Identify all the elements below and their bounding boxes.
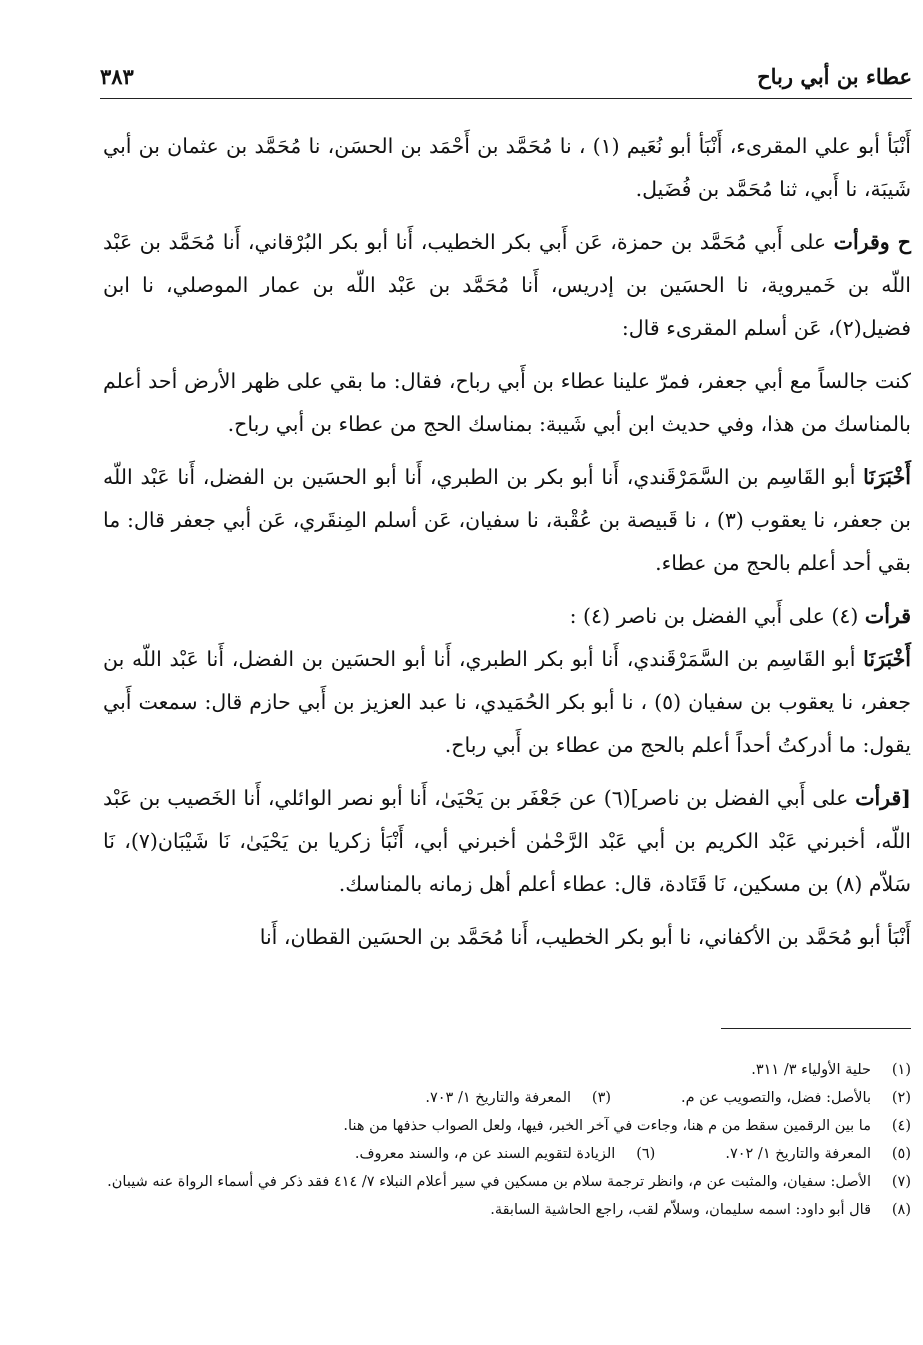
header-title: عطاء بن أبي رباح [757, 64, 912, 89]
footnote-number: (٤) [891, 1118, 911, 1134]
footnote-number: (٨) [891, 1202, 911, 1218]
paragraph: كنت جالساً مع أبي جعفر، فمرّ علينا عطاء بن أَبي رباح، فقال: ما بقي على ظهر الأرض أحد أعلم بالمناسك من هذا، وفي حديث ابن أبي شَيبة: بمناسك الحج من عطاء بن أبي رباح. [103, 369, 911, 436]
footnote-number: (٣) [591, 1090, 612, 1106]
paragraph: قرأت (٤) على أَبي الفضل بن ناصر (٤) : [569, 604, 911, 628]
paragraph-lead: [قرأت [855, 786, 911, 810]
paragraph: ح وقرأت على أَبي مُحَمَّد بن حمزة، عَن أَبي بكر الخطيب، أَنا أبو بكر البُرْقاني، أَنا مُحَمَّد بن عَبْد اللّه بن خَميروية، نا الحسَين بن إدريس، أَنا مُحَمَّد بن عَبْد اللّه بن عمار الموصلي، نا ابن فضيل(٢)، عَن أسلم المقرىء قال: [103, 230, 912, 340]
footnote-divider [721, 1028, 911, 1029]
footnote-text: الأصل: سفيان، والمثبت عن م، وانظر ترجمة سلام بن مسكين في سير أعلام النبلاء ٧/ ٤١٤ فقد ذكر في أسماء الرواة عنه شيبان. [107, 1174, 871, 1190]
footnote [103, 1168, 911, 1196]
footnote-number: (١) [891, 1062, 911, 1078]
paragraph-lead: أَخْبَرَنَا [863, 647, 911, 671]
paragraph: [قرأت على أَبي الفضل بن ناصر](٦) عن جَعْفَر بن يَحْيَىٰ، أَنا أبو نصر الوائلي، أَنا الخَصيب بن عَبْد اللّه، أخبرني عَبْد الكريم بن أبي عَبْد الرَّحْمٰن أخبرني أبي، أَنْبَأ زكريا بن يَحْيَىٰ، نَا شَيْبَان(٧)، نَا سَلاّم (٨) بن مسكين، نَا قَتَادة، قال: عطاء أعلم أهل زمانه بالمناسك. [103, 786, 911, 896]
footnote-text: المعرفة والتاريخ ١/ ٧٠٢. [725, 1146, 871, 1162]
footnote-text: ما بين الرقمين سقط من م هنا، وجاءت في آخر الخبر، فيها، ولعل الصواب حذفها من هنا. [343, 1118, 871, 1134]
footnote-number: (٦) [636, 1146, 656, 1162]
footnote-text: الزيادة لتقويم السند عن م، والسند معروف. [354, 1146, 616, 1162]
footnote [103, 1056, 911, 1084]
footnote-number: (٧) [891, 1174, 911, 1190]
footnote-text: حلية الأولياء ٣/ ٣١١. [751, 1062, 871, 1078]
paragraph-lead: ح وقرأت [833, 230, 912, 254]
running-header [100, 60, 912, 99]
footnote-row [103, 1084, 911, 1112]
paragraph: أَنْبَأ أبو علي المقرىء، أَنْبَأ أبو نُعَيم (١) ، نا مُحَمَّد بن أَحْمَد بن الحسَن، نا مُحَمَّد بن عثمان بن أبي شَيبَة، نا أَبي، ثنا مُحَمَّد بن فُضَيل. [103, 134, 911, 201]
main-text [103, 125, 911, 969]
footnote-number: (٥) [891, 1146, 911, 1162]
footnote-text: بالأصل: فضل، والتصويب عن م. [681, 1090, 871, 1106]
footnote-text: المعرفة والتاريخ ١/ ٧٠٣. [425, 1090, 572, 1106]
paragraph-lead: أَخْبَرَنَا [863, 465, 911, 489]
paragraph: أَنْبَأ أبو مُحَمَّد بن الأكفاني، نا أبو بكر الخطيب، أَنا مُحَمَّد بن الحسَين القطان، أَنا [259, 925, 911, 949]
page-number: ٣٨٣ [100, 64, 134, 89]
paragraph: أَخْبَرَنَا أبو القَاسِم بن السَّمَرْقَندي، أَنا أبو بكر بن الطبري، أَنا أبو الحسَين بن الفضل، أَنا عَبْد اللّه بن جعفر، نا يعقوب (٣) ، نا قَبيصة بن عُقْبة، نا سفيان، عَن أسلم المِنقَري، عَن أبي جعفر قال: ما بقي أحد أعلم بالحج من عطاء. [103, 465, 911, 575]
footnote-text: قال أبو داود: اسمه سليمان، وسلاّم لقب، راجع الحاشية السابقة. [490, 1202, 871, 1218]
footnote [103, 1112, 911, 1140]
footnote-number: (٢) [891, 1090, 911, 1106]
footnotes [103, 1056, 911, 1224]
footnote-row [103, 1140, 911, 1168]
paragraph: أَخْبَرَنَا أبو القَاسِم بن السَّمَرْقَندي، أَنا أبو بكر الطبري، أَنا أبو الحسَين بن الفضل، أَنا عَبْد اللّه بن جعفر، نا يعقوب بن سفيان (٥) ، نا أبو بكر الحُمَيدي، نا عبد العزيز بن أَبي حازم قال: سمعت أَبي يقول: ما أدركتُ أحداً أعلم بالحج من عطاء بن أَبي رباح. [103, 647, 911, 757]
footnote [103, 1196, 911, 1224]
paragraph-lead: قرأت [864, 604, 911, 628]
